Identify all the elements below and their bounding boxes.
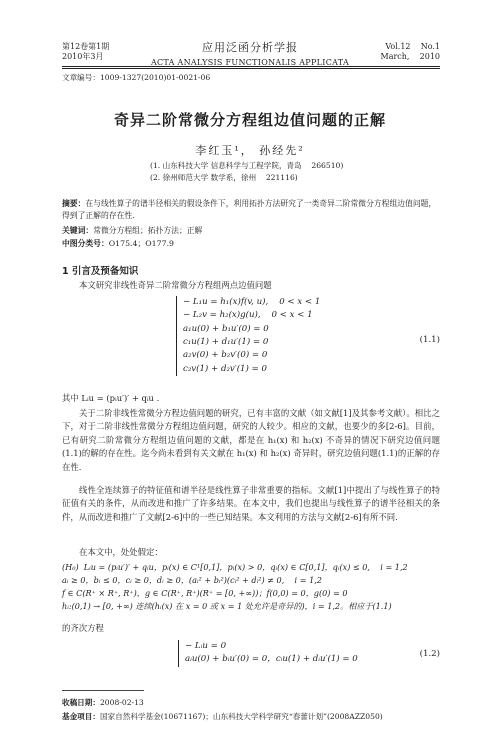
equation-line: c₁u(1) + d₁u′(1) = 0 <box>183 336 269 347</box>
keywords-label: 关键词： <box>62 226 94 235</box>
abstract-text: 在与线性算子的谱半径相关的假设条件下，利用拓扑方法研究了一类奇异二阶常微分方程组边值问题，得到了正解的存在性. <box>62 199 437 221</box>
funding <box>62 711 383 723</box>
journal-title-en: ACTA ANALYSIS FUNCTIONALIS APPLICATA <box>150 57 350 67</box>
assumption-line: hᵢ:(0,1) → [0, +∞) 连续(hᵢ(x) 在 x = 0 或 x = 1 处允许是奇异的)，i = 1,2。相应于(1.1) <box>62 600 392 611</box>
equation-line: a₁u(0) + b₁u′(0) = 0 <box>183 323 269 334</box>
equation-line: a₂v(0) + b₂v′(0) = 0 <box>183 350 268 361</box>
equation-line: − L₂v = h₂(x)g(u), 0 < x < 1 <box>183 310 313 321</box>
equation-line: aᵢu(0) + bᵢu′(0) = 0，cᵢu(1) + dᵢu′(1) = 0 <box>185 654 358 665</box>
journal-title-cn: 应用泛函分析学报 <box>202 41 298 54</box>
funding-label: 基金项目： <box>62 712 100 721</box>
footnote-rule <box>62 690 144 691</box>
paragraph-assumptions-intro: 在本文中，处处假定： <box>79 547 163 557</box>
where-line: 其中 Lᵢu = (pᵢu′)′ + qᵢu . <box>62 393 160 403</box>
article-number: 文章编号：1009-1327(2010)01-0021-06 <box>62 73 211 82</box>
equation-line: − L₁u = h₁(x)f(v, u), 0 < x < 1 <box>183 297 321 307</box>
abstract-label: 摘要： <box>62 199 86 208</box>
affiliation-2: (2. 徐州师范大学 数学系，徐州 221116) <box>150 172 298 182</box>
header-issue <box>381 42 441 63</box>
affiliations <box>150 160 343 184</box>
equation-number-1-1: (1.1) <box>419 335 440 345</box>
equation-line: − Lᵢu = 0 <box>185 641 227 651</box>
clc-number <box>62 238 442 250</box>
volume-en: Vol.12 No.1 <box>385 42 440 51</box>
intro-paragraph: 本文研究非线性奇异二阶常微分方程组两点边值问题 <box>79 280 272 290</box>
homogeneous-intro: 的齐次方程 <box>62 623 104 633</box>
header-rule-bottom <box>62 68 440 69</box>
affiliation-1: (1. 山东科技大学 信息科学与工程学院，青岛 266510) <box>150 161 344 170</box>
keywords <box>62 225 442 237</box>
header-rule-top <box>62 66 440 67</box>
date-en: March, 2010 <box>380 52 440 62</box>
equation-number-1-2: (1.2) <box>419 649 440 659</box>
keywords-text: 常微分方程组；拓扑方法；正解 <box>93 226 203 235</box>
equation-system-1-1 <box>176 296 320 376</box>
assumption-line: aᵢ ≥ 0，bᵢ ≤ 0，cᵢ ≥ 0，dᵢ ≥ 0，(aᵢ² + bᵢ²)(cᵢ² + dᵢ²) ≠ 0, i = 1,2 <box>62 574 322 585</box>
received-date <box>62 697 144 709</box>
received-label: 收稿日期： <box>62 698 100 707</box>
section-heading: 1 引言及预备知识 <box>62 266 139 277</box>
clc-text: O175.4；O177.9 <box>108 239 175 248</box>
paper-title: 奇异二阶常微分方程组边值问题的正解 <box>113 111 386 129</box>
received-text: 2008-02-13 <box>99 698 144 707</box>
volume-cn: 第12卷第1期 <box>62 42 110 51</box>
clc-label: 中图分类号： <box>62 239 109 248</box>
equation-system-1-2 <box>178 640 358 667</box>
equation-line: c₂v(1) + d₂v′(1) = 0 <box>183 363 268 374</box>
date-cn: 2010年3月 <box>62 52 104 62</box>
assumption-h0 <box>62 561 440 613</box>
paragraph-background: 关于二阶非线性常微分方程边值问题的研究，已有丰富的文献（如文献[1]及其参考文献）。相比之下，对于二阶非线性常微分方程组边值问题，研究的人较少。相应的文献，也要少的多[2-6]。目前，已有研究二阶常微分方程组边值问题的文献，都是在 h₁(x) 和 h₂(x) 不奇异的情况下研究边值问题(1.1)的解的存在性。迄今尚未看到有关文献在 h₁(x) 和 h₂(x) 奇异时，研究边值问题(1.1)的正解的存在性. <box>62 408 440 472</box>
paragraph-spectral-radius: 线性全连续算子的特征值和谱半径是线性算子非常重要的指标。文献[1]中提出了与线性算子的特征值有关的条件，从而改进和推广了许多结果。在本文中，我们也提出与线性算子的谱半径相关的条件，从而改进和推广了文献[2-6]中的一些已知结果。本文利用的方法与文献[2-6]有所不同. <box>62 485 440 522</box>
authors: 李红玉¹， 孙经先² <box>195 144 305 157</box>
assumption-line: f ∈ C(R⁺ × R⁺, R⁺)，g ∈ C(R⁺, R⁺)(R⁺ = [0, +∞))；f(0,0) = 0，g(0) = 0 <box>62 587 348 598</box>
abstract <box>62 198 442 222</box>
funding-text: 国家自然科学基金(10671167)；山东科技大学科学研究“春蕾计划”(2008AZZ050) <box>99 712 383 721</box>
assumption-line: (H₀) Lᵢu = (pᵢu′)′ + qᵢu，pᵢ(x) ∈ C¹[0,1]，pᵢ(x) > 0，qᵢ(x) ∈ C[0,1]，qᵢ(x) ≤ 0, i = 1,2 <box>62 562 408 572</box>
